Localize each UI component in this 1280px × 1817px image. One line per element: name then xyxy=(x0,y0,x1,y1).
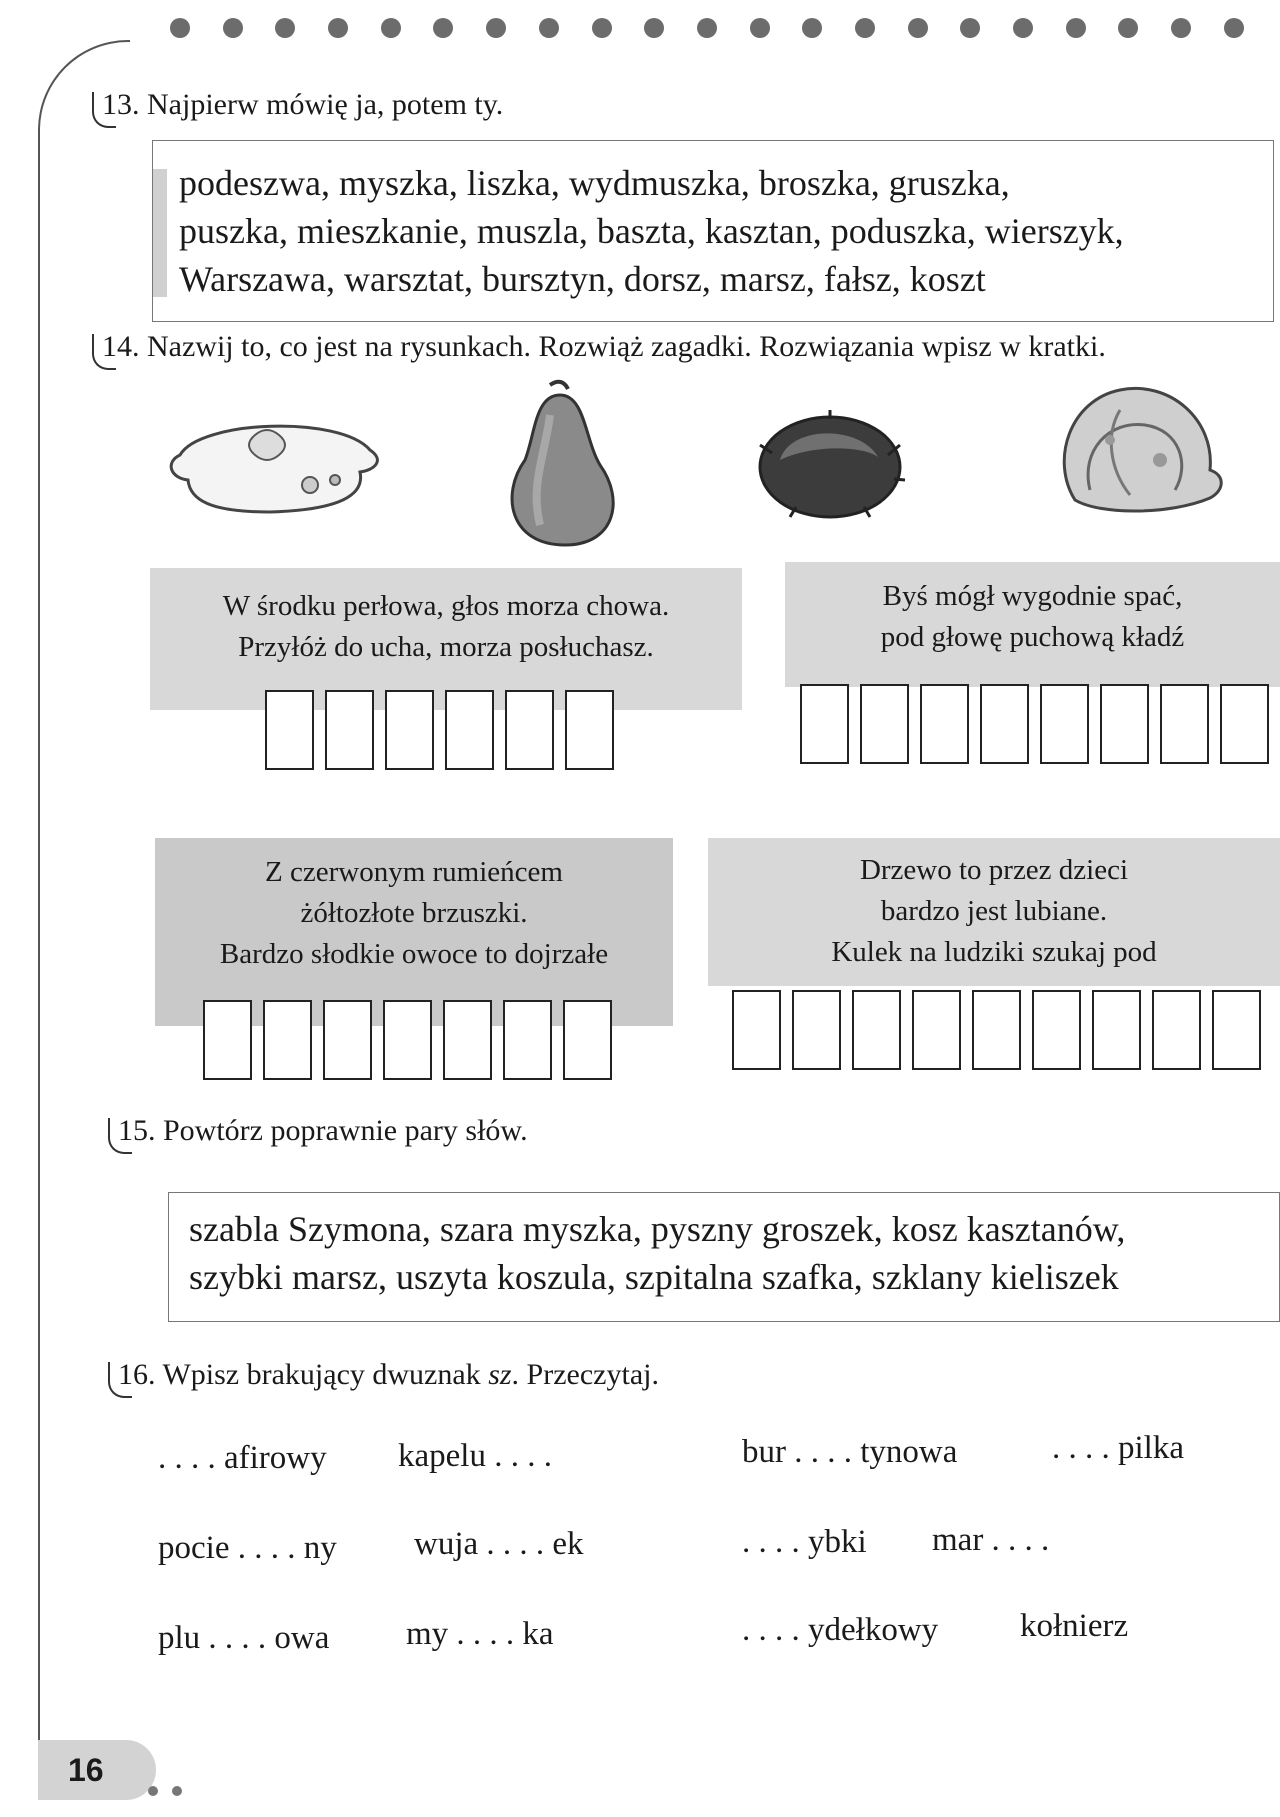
riddle-4-panel xyxy=(708,838,1280,986)
page-dots-decoration xyxy=(148,1786,196,1796)
answer-box[interactable] xyxy=(800,684,849,764)
answer-box[interactable] xyxy=(920,684,969,764)
task-14-header xyxy=(96,330,1106,364)
task-16-instruction-prefix: Wpisz brakujący dwuznak xyxy=(162,1358,489,1391)
riddle-3-line-3: Bardzo słodkie owoce to dojrzałe xyxy=(219,938,609,970)
fill-item-8[interactable]: mar . . . . xyxy=(932,1522,1050,1558)
riddle-3-line-1: Z czerwonym rumieńcem xyxy=(265,856,563,888)
answer-box[interactable] xyxy=(1160,684,1209,764)
fill-item-12: kołnierz xyxy=(1020,1608,1129,1644)
top-dots-decoration xyxy=(170,18,1270,42)
task-13-line-2: puszka, mieszkanie, muszla, baszta, kasztan, poduszka, wierszyk, xyxy=(179,211,1124,251)
task-15-header xyxy=(112,1114,528,1148)
task-13-header xyxy=(96,88,503,122)
answer-box[interactable] xyxy=(972,990,1021,1070)
task-13-word-box xyxy=(152,140,1274,322)
fill-item-1[interactable]: . . . . afirowy xyxy=(158,1440,327,1476)
task-15-instruction: Powtórz poprawnie pary słów. xyxy=(163,1114,528,1147)
pillow-icon xyxy=(160,400,390,530)
fill-item-2[interactable]: kapelu . . . . xyxy=(398,1438,552,1474)
answer-box[interactable] xyxy=(383,1000,432,1080)
task-16-instruction-suffix: . Przeczytaj. xyxy=(511,1358,659,1391)
answer-box[interactable] xyxy=(1092,990,1141,1070)
pear-icon xyxy=(490,375,630,550)
riddle-3-answer-boxes xyxy=(203,1000,623,1080)
riddle-2-line-1: Byś mógł wygodnie spać, xyxy=(882,580,1183,612)
riddle-1-panel xyxy=(150,568,742,710)
answer-box[interactable] xyxy=(1040,684,1089,764)
riddle-2-panel xyxy=(785,562,1280,687)
answer-box[interactable] xyxy=(792,990,841,1070)
answer-box[interactable] xyxy=(505,690,554,770)
answer-box[interactable] xyxy=(1032,990,1081,1070)
task-15-line-1: szabla Szymona, szara myszka, pyszny groszek, kosz kasztanów, xyxy=(189,1209,1126,1249)
riddle-2-answer-boxes xyxy=(800,684,1269,764)
answer-box[interactable] xyxy=(325,690,374,770)
answer-box[interactable] xyxy=(503,1000,552,1080)
fill-item-4[interactable]: . . . . pilka xyxy=(1052,1430,1184,1466)
fill-item-10[interactable]: my . . . . ka xyxy=(406,1616,554,1652)
answer-box[interactable] xyxy=(565,690,614,770)
fill-item-7[interactable]: . . . . ybki xyxy=(742,1524,867,1560)
task-13-line-3: Warszawa, warsztat, bursztyn, dorsz, marsz, fałsz, koszt xyxy=(179,259,986,299)
task-16-instruction-digraph: sz xyxy=(488,1358,512,1391)
fill-item-11[interactable]: . . . . ydełkowy xyxy=(742,1612,939,1648)
answer-box[interactable] xyxy=(203,1000,252,1080)
shell-icon xyxy=(1050,380,1230,520)
answer-box[interactable] xyxy=(860,684,909,764)
task-14-instruction: Nazwij to, co jest na rysunkach. Rozwiąż zagadki. Rozwiązania wpisz w kratki. xyxy=(147,330,1106,363)
fill-item-5[interactable]: pocie . . . . ny xyxy=(158,1530,337,1566)
chestnut-icon xyxy=(750,405,910,525)
riddle-1-line-1: W środku perłowa, głos morza chowa. xyxy=(222,590,670,622)
riddle-1-line-2: Przyłóż do ucha, morza posłuchasz. xyxy=(238,631,654,663)
task-15-number: 15. xyxy=(112,1114,156,1148)
answer-box[interactable] xyxy=(563,1000,612,1080)
answer-box[interactable] xyxy=(1220,684,1269,764)
answer-box[interactable] xyxy=(445,690,494,770)
task-13-number: 13. xyxy=(96,88,140,122)
riddle-2-line-2: pod głowę puchową kładź xyxy=(880,621,1185,653)
task-15-line-2: szybki marsz, uszyta koszula, szpitalna szafka, szklany kieliszek xyxy=(189,1257,1119,1297)
task-13-line-1: podeszwa, myszka, liszka, wydmuszka, broszka, gruszka, xyxy=(179,163,1010,203)
task-16-number: 16. xyxy=(112,1358,156,1392)
answer-box[interactable] xyxy=(323,1000,372,1080)
riddle-3-panel xyxy=(155,838,673,1026)
riddle-4-line-3: Kulek na ludziki szukaj pod xyxy=(831,936,1157,968)
riddle-4-line-2: bardzo jest lubiane. xyxy=(880,895,1108,927)
answer-box[interactable] xyxy=(732,990,781,1070)
answer-box[interactable] xyxy=(912,990,961,1070)
fill-item-6[interactable]: wuja . . . . ek xyxy=(414,1526,584,1562)
page-number: 16 xyxy=(38,1740,156,1800)
answer-box[interactable] xyxy=(852,990,901,1070)
task-15-word-box xyxy=(168,1192,1280,1322)
task-16-header xyxy=(112,1358,659,1392)
riddle-4-answer-boxes xyxy=(732,990,1261,1070)
task-14-number: 14. xyxy=(96,330,140,364)
answer-box[interactable] xyxy=(980,684,1029,764)
answer-box[interactable] xyxy=(263,1000,312,1080)
answer-box[interactable] xyxy=(385,690,434,770)
task-13-instruction: Najpierw mówię ja, potem ty. xyxy=(147,88,504,121)
answer-box[interactable] xyxy=(443,1000,492,1080)
fill-item-3[interactable]: bur . . . . tynowa xyxy=(742,1434,958,1470)
margin-line-decoration xyxy=(38,40,130,1742)
answer-box[interactable] xyxy=(265,690,314,770)
answer-box[interactable] xyxy=(1212,990,1261,1070)
riddle-4-line-1: Drzewo to przez dzieci xyxy=(859,854,1129,886)
answer-box[interactable] xyxy=(1100,684,1149,764)
riddle-1-answer-boxes xyxy=(265,690,625,770)
answer-box[interactable] xyxy=(1152,990,1201,1070)
fill-item-9[interactable]: plu . . . . owa xyxy=(158,1620,330,1656)
riddle-3-line-2: żółtozłote brzuszki. xyxy=(300,897,528,929)
